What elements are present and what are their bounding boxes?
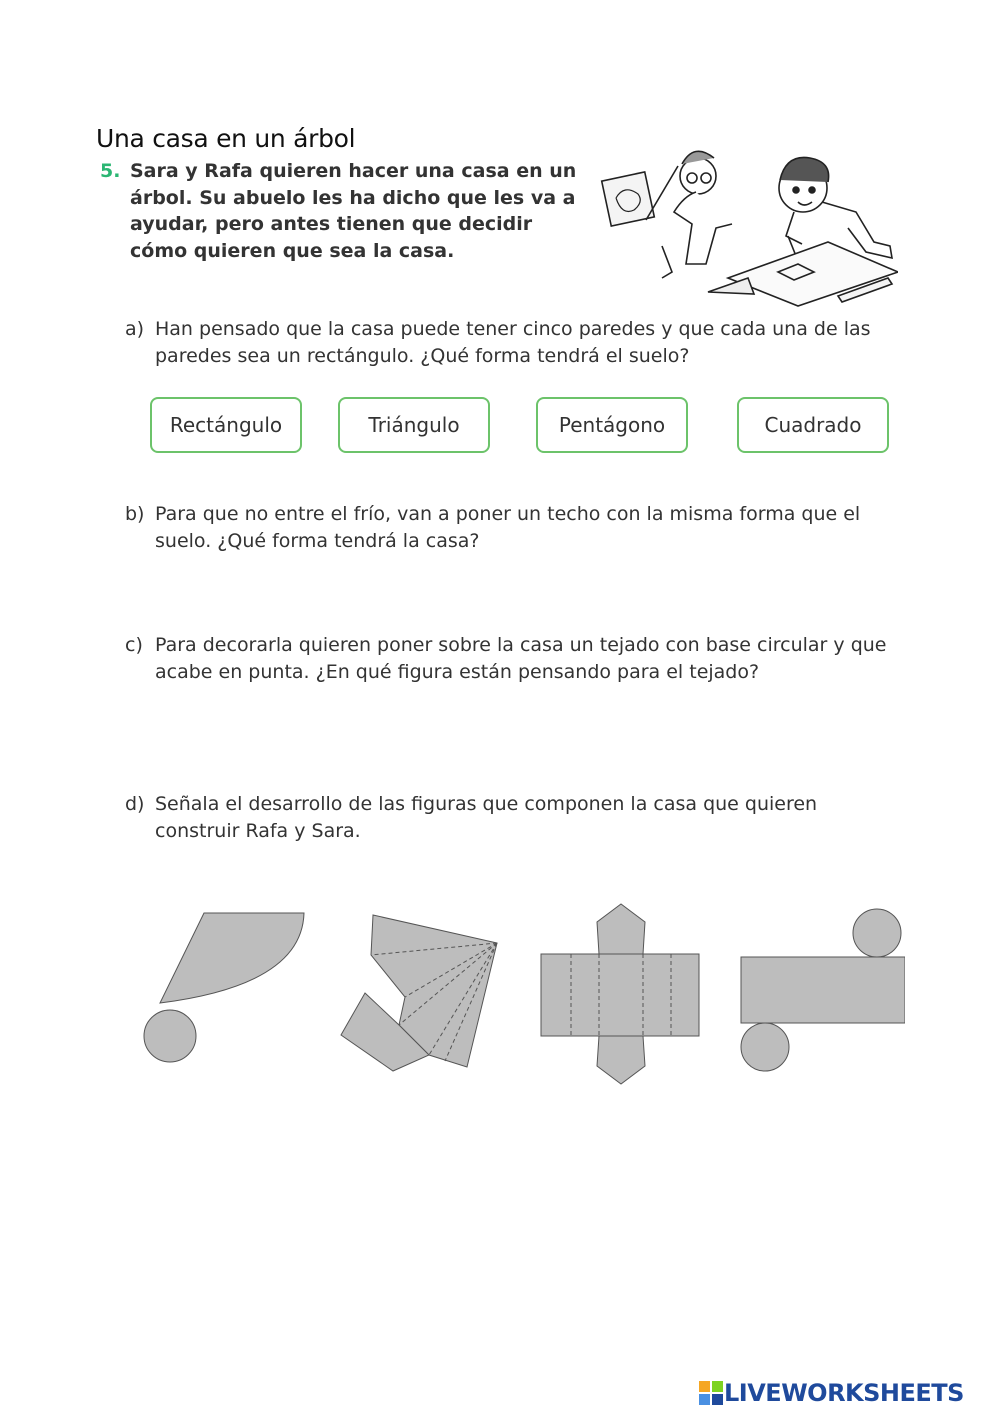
pentagonal-prism-net[interactable] <box>535 900 705 1090</box>
option-triangulo[interactable]: Triángulo <box>338 397 490 453</box>
option-rectangulo[interactable]: Rectángulo <box>150 397 302 453</box>
option-pentagono[interactable]: Pentágono <box>536 397 688 453</box>
cylinder-net[interactable] <box>735 905 905 1075</box>
part-text: Señala el desarrollo de las figuras que componen la casa que quieren construir Rafa y Sara. <box>155 793 818 842</box>
liveworksheets-logo <box>698 1378 964 1408</box>
part-text: Para decorarla quieren poner sobre la casa un tejado con base circular y que acabe en punta. ¿En qué figura están pensando para el tejado? <box>155 634 887 683</box>
part-letter: b) <box>125 503 145 525</box>
part-letter: c) <box>125 634 143 656</box>
page-title: Una casa en un árbol <box>96 124 356 153</box>
children-illustration <box>598 146 898 308</box>
part-text: Para que no entre el frío, van a poner un techo con la misma forma que el suelo. ¿Qué forma tendrá la casa? <box>155 503 861 552</box>
cone-net[interactable] <box>140 905 310 1075</box>
brand-name: LIVEWORKSHEETS <box>724 1379 964 1407</box>
question-intro: Sara y Rafa quieren hacer una casa en un árbol. Su abuelo les ha dicho que les va a ayudar, pero antes tienen que decidir cómo quieren que sea la casa. <box>130 160 577 262</box>
logo-icon <box>698 1380 724 1406</box>
part-text: Han pensado que la casa puede tener cinco paredes y que cada una de las paredes sea un rectángulo. ¿Qué forma tendrá el suelo? <box>155 318 871 367</box>
part-letter: a) <box>125 318 145 340</box>
question-number: 5. <box>100 160 121 182</box>
option-cuadrado[interactable]: Cuadrado <box>737 397 889 453</box>
pentagonal-pyramid-net[interactable] <box>335 905 505 1075</box>
part-letter: d) <box>125 793 145 815</box>
